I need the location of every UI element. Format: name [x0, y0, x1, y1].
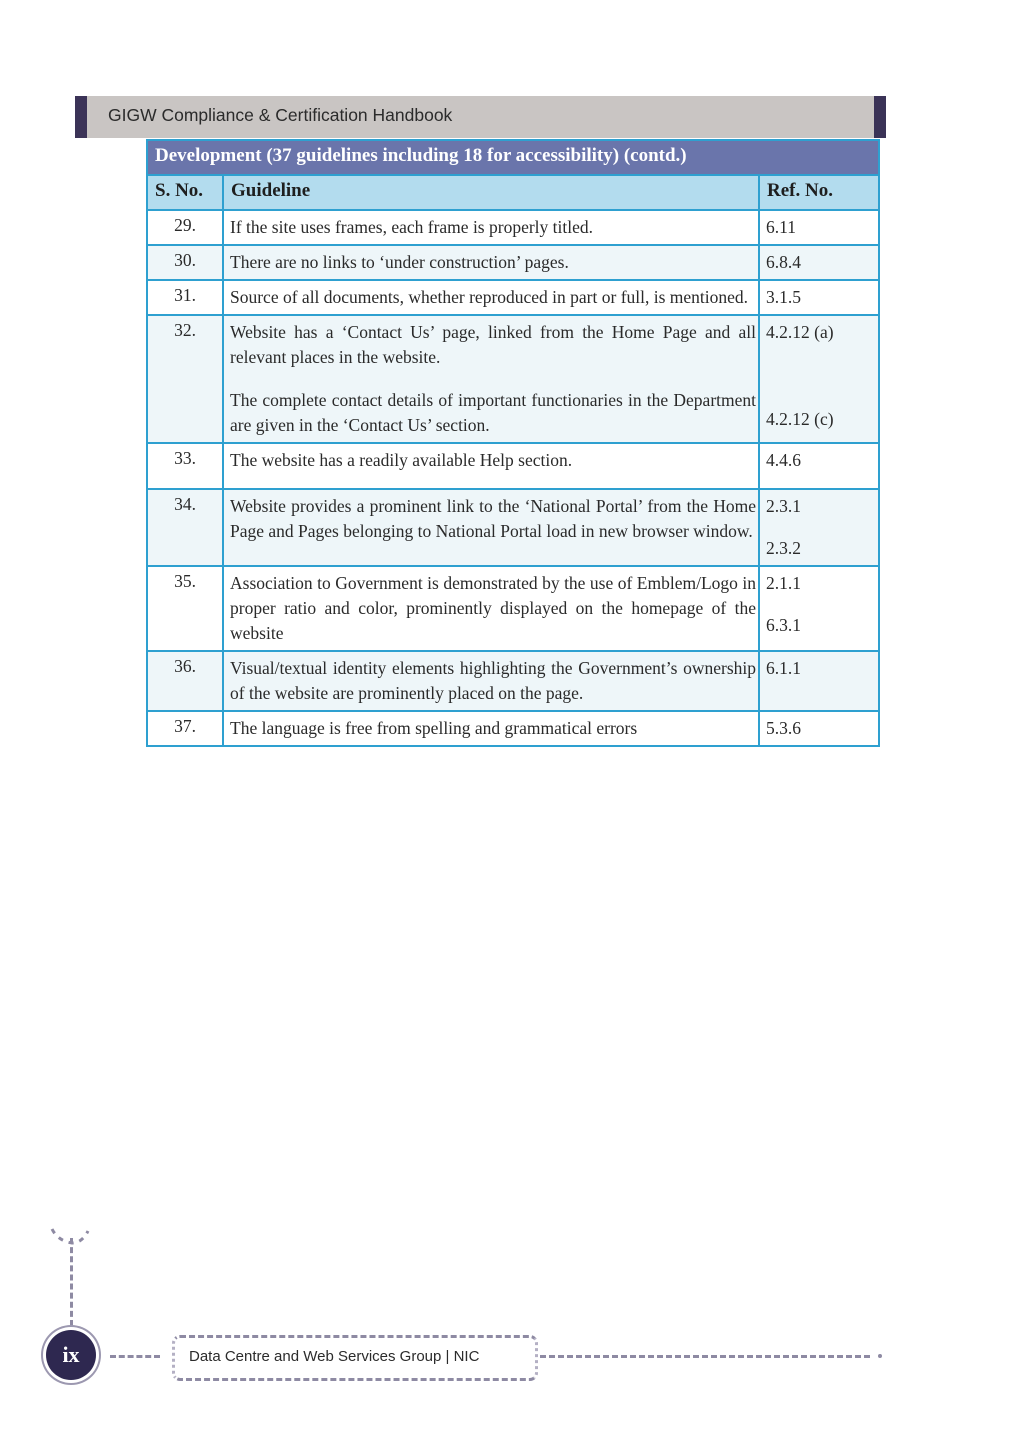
- table-row: [147, 489, 879, 566]
- table-row: [147, 566, 879, 651]
- row-ref: [759, 566, 879, 651]
- row-ref-value: 2.1.1: [766, 573, 801, 593]
- row-guideline: The language is free from spelling and grammatical errors: [223, 711, 759, 746]
- table-row: [147, 443, 879, 489]
- row-ref-value: 2.3.2: [766, 538, 801, 558]
- table-row: [147, 711, 879, 746]
- table-row: [147, 245, 879, 280]
- row-sno: 29.: [147, 210, 223, 245]
- row-guideline: Visual/textual identity elements highlighting the Government’s ownership of the website are prominently placed on the page.: [223, 651, 759, 711]
- row-ref: 6.8.4: [759, 245, 879, 280]
- row-sno: 34.: [147, 489, 223, 566]
- column-header-ref: Ref. No.: [759, 175, 879, 210]
- row-sno: 37.: [147, 711, 223, 746]
- table-row: [147, 280, 879, 315]
- table-header-row: [147, 175, 879, 210]
- row-sno: 31.: [147, 280, 223, 315]
- header-right-accent: [874, 96, 886, 138]
- row-sno: 32.: [147, 315, 223, 443]
- row-sno: 36.: [147, 651, 223, 711]
- footer-vertical-dash: [70, 1238, 73, 1326]
- guidelines-table: [146, 139, 880, 747]
- row-guideline: If the site uses frames, each frame is properly titled.: [223, 210, 759, 245]
- row-guideline: [223, 315, 759, 443]
- row-guideline-para: The complete contact details of important functionaries in the Department are given in the ‘Contact Us’ section.: [230, 390, 756, 435]
- table-row: [147, 315, 879, 443]
- footer-dash-left: [110, 1355, 160, 1358]
- row-guideline: Association to Government is demonstrated by the use of Emblem/Logo in proper ratio and color, prominently displayed on the homepage of the website: [223, 566, 759, 651]
- row-ref: 4.4.6: [759, 443, 879, 489]
- column-header-sno: S. No.: [147, 175, 223, 210]
- header-left-accent: [75, 96, 87, 138]
- row-sno: 30.: [147, 245, 223, 280]
- table-row: [147, 651, 879, 711]
- row-sno: 35.: [147, 566, 223, 651]
- row-sno: 33.: [147, 443, 223, 489]
- row-guideline: Website provides a prominent link to the ‘National Portal’ from the Home Page and Pages belonging to National Portal load in new browser window.: [223, 489, 759, 566]
- row-ref: [759, 489, 879, 566]
- row-guideline: The website has a readily available Help section.: [223, 443, 759, 489]
- row-ref: 5.3.6: [759, 711, 879, 746]
- row-guideline: There are no links to ‘under construction’ pages.: [223, 245, 759, 280]
- page-number-badge: ix: [46, 1330, 96, 1380]
- row-guideline-para: Website has a ‘Contact Us’ page, linked from the Home Page and all relevant places in the website.: [230, 322, 756, 367]
- table-caption-row: [147, 140, 879, 175]
- footer-text: Data Centre and Web Services Group | NIC: [189, 1348, 480, 1365]
- table-row: [147, 210, 879, 245]
- header-title: GIGW Compliance & Certification Handbook: [108, 105, 453, 125]
- row-ref-value: 2.3.1: [766, 496, 801, 516]
- row-ref: 6.11: [759, 210, 879, 245]
- row-ref-value: 4.2.12 (a): [766, 322, 834, 342]
- row-ref-value: 4.2.12 (c): [766, 409, 834, 429]
- running-header: [75, 96, 886, 138]
- row-ref: 3.1.5: [759, 280, 879, 315]
- footer-dash-end-dot: [878, 1354, 882, 1358]
- table-caption: Development (37 guidelines including 18 for accessibility) (contd.): [147, 140, 879, 175]
- row-ref-value: 6.3.1: [766, 615, 801, 635]
- footer-dash-right: [540, 1355, 870, 1358]
- row-ref: 6.1.1: [759, 651, 879, 711]
- footer-label-box: [172, 1335, 538, 1381]
- row-guideline: Source of all documents, whether reproduced in part or full, is mentioned.: [223, 280, 759, 315]
- row-ref: [759, 315, 879, 443]
- column-header-guideline: Guideline: [223, 175, 759, 210]
